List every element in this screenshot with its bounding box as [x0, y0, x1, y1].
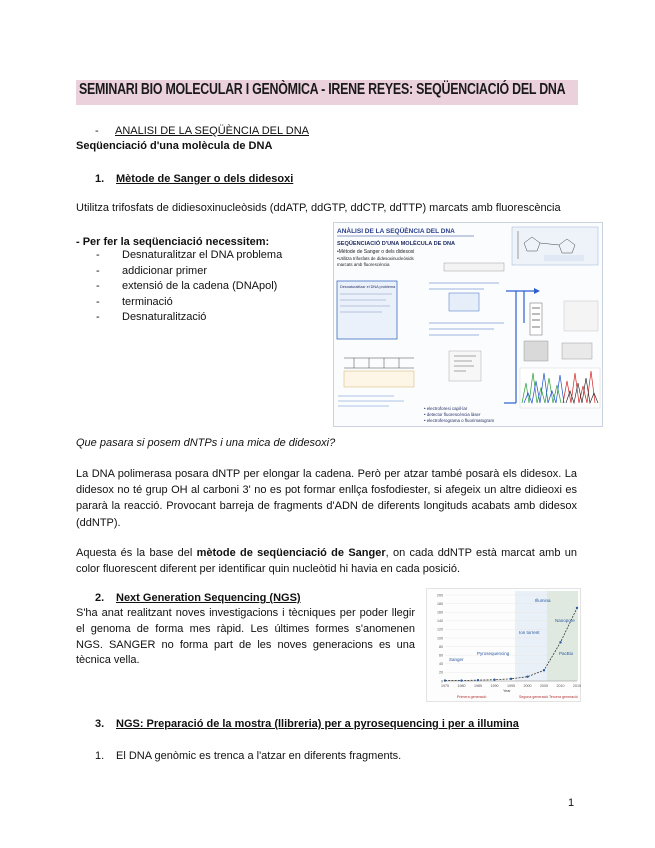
- data-point: [493, 679, 495, 681]
- x-tick-label: 2010: [556, 684, 565, 688]
- y-tick-label: 0: [441, 679, 443, 684]
- section-heading-analisi: ANALISI DE LA SEQÜÈNCIA DEL DNA: [115, 125, 309, 137]
- band-first: Primera generació: [457, 695, 487, 699]
- y-tick-label: 40: [439, 662, 443, 667]
- y-tick-label: 60: [439, 653, 443, 658]
- x-tick-label: 2005: [540, 684, 548, 688]
- y-tick-label: 140: [437, 619, 443, 624]
- y-tick-label: 160: [437, 610, 443, 615]
- data-point: [526, 676, 528, 678]
- x-tick-label: 1975: [441, 684, 449, 688]
- section3-item-text: El DNA genòmic es trenca a l'atzar en diferents fragments.: [116, 750, 402, 762]
- ngs-heading: Next Generation Sequencing (NGS): [116, 592, 301, 604]
- y-tick-label: 80: [439, 644, 443, 649]
- annot-pyro: Pyrosequencing: [477, 651, 510, 656]
- list-item: - Desnaturalització: [93, 310, 333, 326]
- annot-ion: Ion torrent: [519, 630, 540, 635]
- para2-post: , on cada ddNTP està marcat amb un color fluorescent diferent per identificar quin nucleòtid hi havia en cada posició.: [76, 547, 577, 576]
- sanger-steps-list: [93, 248, 333, 326]
- para2-pre: Aquesta és la base del: [76, 547, 197, 559]
- data-point: [444, 679, 446, 681]
- annot-nanopore: Nanopore: [555, 618, 575, 623]
- ngs-chart-svg: [427, 589, 580, 701]
- list-item: - terminació: [93, 295, 333, 311]
- data-point: [543, 669, 545, 671]
- sanger-paragraph-2: [76, 545, 577, 577]
- band-third: Tercera generació: [549, 695, 578, 699]
- section-subtitle: Seqüenciació d'una molècula de DNA: [76, 140, 273, 152]
- sanger-intro: Utilitza trifosfats de didiesoxinucleòsids (ddATP, ddGTP, ddCTP, ddTTP) marcats amb fluorescència: [76, 202, 561, 214]
- sanger-heading: Mètode de Sanger o dels didesoxi: [116, 173, 294, 185]
- page-number: 1: [568, 797, 575, 809]
- ngs-chart: [426, 588, 581, 702]
- section-dash: -: [95, 125, 99, 137]
- x-tick-label: 2000: [523, 684, 532, 688]
- para2-bold: mètode de seqüenciació de Sanger: [196, 547, 386, 559]
- sanger-question: Que pasara si posem dNTPs i una mica de didesoxi?: [76, 437, 336, 449]
- chart-xlabel: Year: [503, 689, 511, 693]
- x-tick-label: 1980: [457, 684, 466, 688]
- ngs-number: 2.: [95, 592, 105, 604]
- x-tick-label: 1985: [474, 684, 482, 688]
- annot-sanger: Sanger: [449, 657, 464, 662]
- list-item: - extensió de la cadena (DNApol): [93, 279, 333, 295]
- list-item: - addicionar primer: [93, 264, 333, 280]
- annot-pacbio: PacBio: [559, 651, 574, 656]
- fig1-bullet2: •Utilitza trifosfats de didesoxinucleòsids: [337, 256, 414, 261]
- x-tick-label: 2015: [573, 684, 581, 688]
- y-tick-label: 20: [439, 670, 443, 675]
- sanger-number: 1.: [95, 173, 105, 185]
- sanger-slide-figure: [333, 222, 603, 427]
- section3-heading: NGS: Preparació de la mostra (llibreria) per a pyrosequencing i per a illumina: [116, 718, 519, 730]
- fig1-footer1: • electroforesi capil·lar: [424, 406, 468, 411]
- data-point: [460, 679, 462, 681]
- x-tick-label: 1995: [507, 684, 515, 688]
- sanger-paragraph-1: La DNA polimerasa posara dNTP per elongar la cadena. Però per atzar també posarà els didesox. La didesox no té grup OH al carboni 3' no es pot formar enllça fosfodiester, si afegeix un altre didieoxi es pararà la reacció. Provocant barreja de fragments d'ADN de diferents longituds acabats amb didesox (ddNTP).: [76, 468, 577, 529]
- ngs-paragraph: S'ha anat realitzant noves investigacions i tècniques per poder llegir el genoma de forma mes ràpid. Les últimes formes s'anomenen NGS. SANGER no forma part de les noves generacions es una tècnica vella.: [76, 607, 415, 667]
- list-item: - Desnaturalitzar el DNA problema: [93, 248, 333, 264]
- x-tick-label: 1990: [490, 684, 499, 688]
- fig1-footer2: • detector fluorescència làser: [424, 412, 481, 417]
- data-point: [559, 641, 561, 643]
- annot-illumina: Illumina: [535, 598, 551, 603]
- data-point: [477, 679, 479, 681]
- y-tick-label: 200: [437, 593, 443, 598]
- sanger-slide-graphic: [334, 223, 602, 426]
- fig1-box-text: Desnaturalitzar el DNA problema: [340, 285, 396, 289]
- y-tick-label: 100: [437, 636, 443, 641]
- band-second: Segona generació: [519, 695, 549, 699]
- data-point: [576, 607, 578, 609]
- sanger-needs-label: - Per fer la seqüenciació necessitem:: [76, 236, 270, 248]
- fig1-footer3: • electroferograma o fluorimatogram: [424, 418, 495, 423]
- y-tick-label: 180: [437, 601, 443, 606]
- fig1-bullet3: marcats amb fluorescència: [337, 262, 390, 267]
- section3-number: 3.: [95, 718, 105, 730]
- fig1-subtitle: SEQÜENCIACIÓ D'UNA MOLÈCULA DE DNA: [337, 241, 456, 247]
- page-title: SEMINARI BIO MOLECULAR I GENÒMICA - IRENE REYES: SEQÜENCIACIÓ DEL DNA: [79, 81, 566, 98]
- fig1-title: ANÀLISI DE LA SEQÜÈNCIA DEL DNA: [337, 228, 455, 235]
- section3-item-number: 1.: [95, 750, 105, 762]
- y-tick-label: 120: [437, 627, 443, 632]
- data-point: [510, 678, 512, 680]
- fig1-bullet1: •Mètode de Sanger o dels didesoxi: [337, 249, 415, 255]
